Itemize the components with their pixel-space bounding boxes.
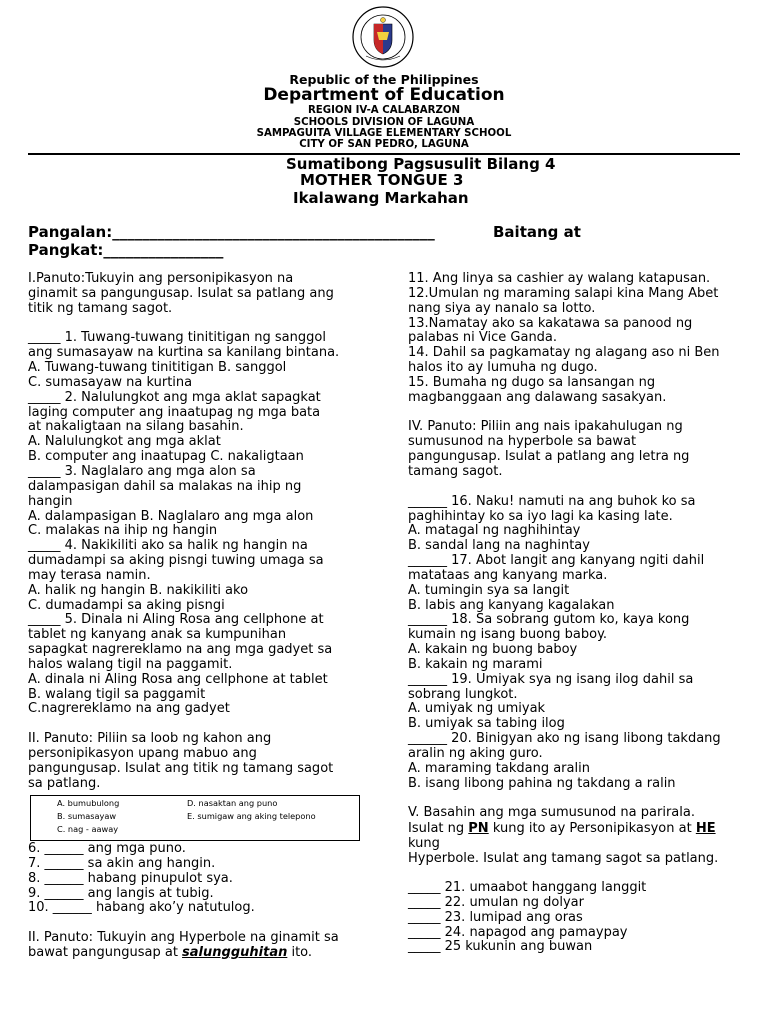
- left-bottom-line: 7. ______ sa akin ang hangin.: [28, 855, 216, 871]
- left-text-line: at nakaligtaan na silang basahin.: [28, 419, 244, 435]
- right-bottom-line: _____ 25 kukunin ang buwan: [408, 939, 593, 955]
- choice-e: E. sumigaw ang aking telepono: [187, 811, 316, 821]
- pn-code: PN: [468, 821, 489, 836]
- left-text-line: ginamit sa pangungusap. Isulat sa patlang ang: [28, 285, 334, 301]
- exam-title: Sumatibong Pagsusulit Bilang 4: [286, 155, 556, 173]
- left-text-line: personipikasyon upang mabuo ang: [28, 746, 257, 761]
- left-bottom-line: II. Panuto: Tukuyin ang Hyperbole na ginamit sa: [28, 930, 339, 946]
- right-text-line: B. umiyak sa tabing ilog: [408, 716, 565, 732]
- right-text-line: B. kakain ng marami: [408, 656, 543, 672]
- left-text-line: sapagkat nagrereklamo na ang mga gadyet sa: [28, 642, 333, 658]
- left-text-line: A. dinala ni Aling Rosa ang cellphone at tablet: [28, 671, 328, 687]
- right-text-line: kumain ng isang buong baboy.: [408, 627, 608, 643]
- choice-b: B. sumasayaw: [57, 811, 117, 821]
- choices-box: [30, 795, 360, 841]
- right-text-line: [408, 406, 721, 421]
- right-text-line: 11. Ang linya sa cashier ay walang katapusan.: [408, 271, 711, 286]
- left-text-line: [28, 317, 339, 332]
- right-text-line: 13.Namatay ako sa kakatawa sa panood ng: [408, 315, 693, 331]
- right-column: [408, 272, 721, 821]
- right-bottom-line: _____ 24. napagod ang pamaypay: [408, 924, 628, 940]
- department-title: Department of Education: [263, 85, 505, 105]
- section-v-instructions: Isulat ng PN kung ito ay Personipikasyon at HE kung Hyperbole. Isulat ang tamang sagot sa patlang.: [408, 821, 719, 866]
- left-text-line: titik ng tamang sagot.: [28, 300, 173, 316]
- right-text-line: nang siya ay nanalo sa lotto.: [408, 300, 596, 316]
- right-bottom-line: _____ 22. umulan ng dolyar: [408, 894, 584, 910]
- right-text-line: [408, 792, 721, 807]
- deped-seal-logo: [352, 6, 414, 68]
- right-text-line: B. sandal lang na naghintay: [408, 538, 590, 554]
- left-bottom-line: 9. ______ ang langis at tubig.: [28, 885, 214, 901]
- right-text-line: ______ 17. Abot langit ang kanyang ngiti dahil: [408, 553, 705, 569]
- left-text-line: _____ 2. Nalulungkot ang mga aklat sapagkat: [28, 389, 321, 405]
- left-text-line: A. Tuwang-tuwang tinititigan B. sanggol: [28, 360, 287, 376]
- left-text-line: A. Nalulungkot ang mga aklat: [28, 434, 221, 450]
- school-line: SAMPAGUITA VILLAGE ELEMENTARY SCHOOL: [256, 128, 512, 139]
- he-code: HE: [695, 821, 716, 836]
- right-text-line: A. tumingin sya sa langit: [408, 582, 570, 598]
- left-bottom-line: 8. ______ habang pinupulot sya.: [28, 870, 233, 886]
- left-bottom-line: 6. ______ ang mga puno.: [28, 841, 186, 856]
- right-bottom-line: _____ 23. lumipad ang oras: [408, 909, 583, 925]
- left-text-line: tablet ng kanyang anak sa kumpunihan: [28, 627, 287, 643]
- choice-c: C. nag - aaway: [57, 824, 119, 834]
- choice-a: A. bumubulong: [57, 798, 120, 808]
- left-text-line: pangungusap. Isulat ang titik ng tamang sagot: [28, 760, 334, 776]
- city-line: CITY OF SAN PEDRO, LAGUNA: [299, 139, 469, 150]
- left-text-line: may terasa namin.: [28, 567, 151, 583]
- left-text-line: II. Panuto: Piliin sa loob ng kahon ang: [28, 731, 272, 747]
- left-text-line: C. malakas na ihip ng hangin: [28, 523, 218, 539]
- right-text-line: magbanggaan ang dalawang sasakyan.: [408, 389, 667, 405]
- region-line: REGION IV-A CALABARZON: [307, 105, 461, 116]
- left-text-line: B. computer ang inaatupag C. nakaligtaan: [28, 449, 304, 465]
- right-text-line: 15. Bumaha ng dugo sa lansangan ng: [408, 374, 656, 390]
- left-text-line: [28, 717, 339, 732]
- right-text-line: A. matagal ng naghihintay: [408, 523, 581, 539]
- left-column: [28, 272, 339, 792]
- left-text-line: _____ 3. Naglalaro ang mga alon sa: [28, 463, 256, 479]
- left-text-line: _____ 1. Tuwang-tuwang tinititigan ng sanggol: [28, 330, 326, 346]
- left-text-line: halos walang tigil na paggamit.: [28, 656, 233, 672]
- instruction-hyperbole-line: bawat pangungusap at salungguhitan ito.: [28, 945, 313, 960]
- right-text-line: 14. Dahil sa pagkamatay ng alagang aso ni Ben: [408, 345, 720, 361]
- left-text-line: laging computer ang inaatupag ng mga bata: [28, 404, 321, 420]
- quarter-title: Ikalawang Markahan: [293, 189, 469, 207]
- underline-emphasis: salungguhitan: [182, 945, 288, 960]
- republic-line: Republic of the Philippines: [289, 72, 479, 87]
- right-text-line: A. kakain ng buong baboy: [408, 642, 578, 658]
- section-field[interactable]: Pangkat:________________: [28, 241, 224, 259]
- left-text-line: dumadampi sa aking pisngi tuwing umaga sa: [28, 553, 324, 569]
- left-text-line: _____ 5. Dinala ni Aling Rosa ang cellphone at: [28, 612, 324, 628]
- division-line: SCHOOLS DIVISION OF LAGUNA: [293, 117, 475, 128]
- choice-d: D. nasaktan ang puno: [187, 798, 278, 808]
- left-text-line: C.nagrereklamo na ang gadyet: [28, 701, 230, 717]
- right-text-line: palabas ni Vice Ganda.: [408, 330, 558, 346]
- subject-title: MOTHER TONGUE 3: [300, 171, 464, 189]
- left-text-line: B. walang tigil sa paggamit: [28, 686, 206, 702]
- left-text-line: dalampasigan dahil sa malakas na ihip ng: [28, 478, 302, 494]
- right-text-line: B. labis ang kanyang kagalakan: [408, 597, 615, 613]
- left-bottom-column: [28, 842, 339, 946]
- right-text-line: sumusunod na hyperbole sa bawat: [408, 434, 637, 450]
- right-bottom-line: _____ 21. umaabot hanggang langgit: [408, 880, 647, 895]
- right-text-line: aralin ng aking guro.: [408, 746, 543, 761]
- left-text-line: A. halik ng hangin B. nakikiliti ako: [28, 582, 249, 598]
- grade-field-label: Baitang at: [493, 223, 581, 241]
- left-bottom-line: 10. ______ habang ako’y natutulog.: [28, 900, 255, 916]
- left-text-line: hangin: [28, 493, 73, 509]
- right-text-line: ______ 19. Umiyak sya ng isang ilog dahil sa: [408, 671, 694, 687]
- right-bottom-column: [408, 881, 646, 955]
- left-text-line: C. sumasayaw na kurtina: [28, 374, 193, 390]
- left-text-line: _____ 4. Nakikiliti ako sa halik ng hangin na: [28, 538, 308, 554]
- left-text-line: I.Panuto:Tukuyin ang personipikasyon na: [28, 271, 294, 286]
- right-text-line: ______ 20. Binigyan ako ng isang libong takdang: [408, 731, 721, 747]
- right-text-line: [408, 480, 721, 495]
- right-text-line: 12.Umulan ng maraming salapi kina Mang Abet: [408, 285, 719, 301]
- right-text-line: A. maraming takdang aralin: [408, 760, 590, 776]
- name-field[interactable]: Pangalan:___________________________________________: [28, 223, 435, 241]
- right-text-line: B. isang libong pahina ng takdang a ralin: [408, 775, 676, 791]
- right-text-line: ______ 18. Sa sobrang gutom ko, kaya kong: [408, 612, 690, 628]
- right-text-line: tamang sagot.: [408, 463, 503, 479]
- right-text-line: V. Basahin ang mga sumusunod na parirala.: [408, 805, 695, 821]
- left-text-line: C. dumadampi sa aking pisngi: [28, 597, 225, 613]
- right-text-line: halos ito ay lumuha ng dugo.: [408, 360, 598, 376]
- right-text-line: A. umiyak ng umiyak: [408, 701, 546, 717]
- right-text-line: matataas ang kanyang marka.: [408, 567, 608, 583]
- right-text-line: paghihintay ko sa iyo lagi ka kasing late.: [408, 508, 673, 524]
- right-text-line: sobrang lungkot.: [408, 686, 518, 702]
- left-bottom-line: [28, 916, 339, 931]
- right-text-line: IV. Panuto: Piliin ang nais ipakahulugan ng: [408, 419, 683, 435]
- left-text-line: A. dalampasigan B. Naglalaro ang mga alon: [28, 508, 314, 524]
- left-text-line: ang sumasayaw na kurtina sa kanilang bintana.: [28, 345, 340, 361]
- right-text-line: ______ 16. Naku! namuti na ang buhok ko sa: [408, 493, 696, 509]
- right-text-line: pangungusap. Isulat a patlang ang letra ng: [408, 449, 690, 465]
- left-text-line: sa patlang.: [28, 775, 101, 791]
